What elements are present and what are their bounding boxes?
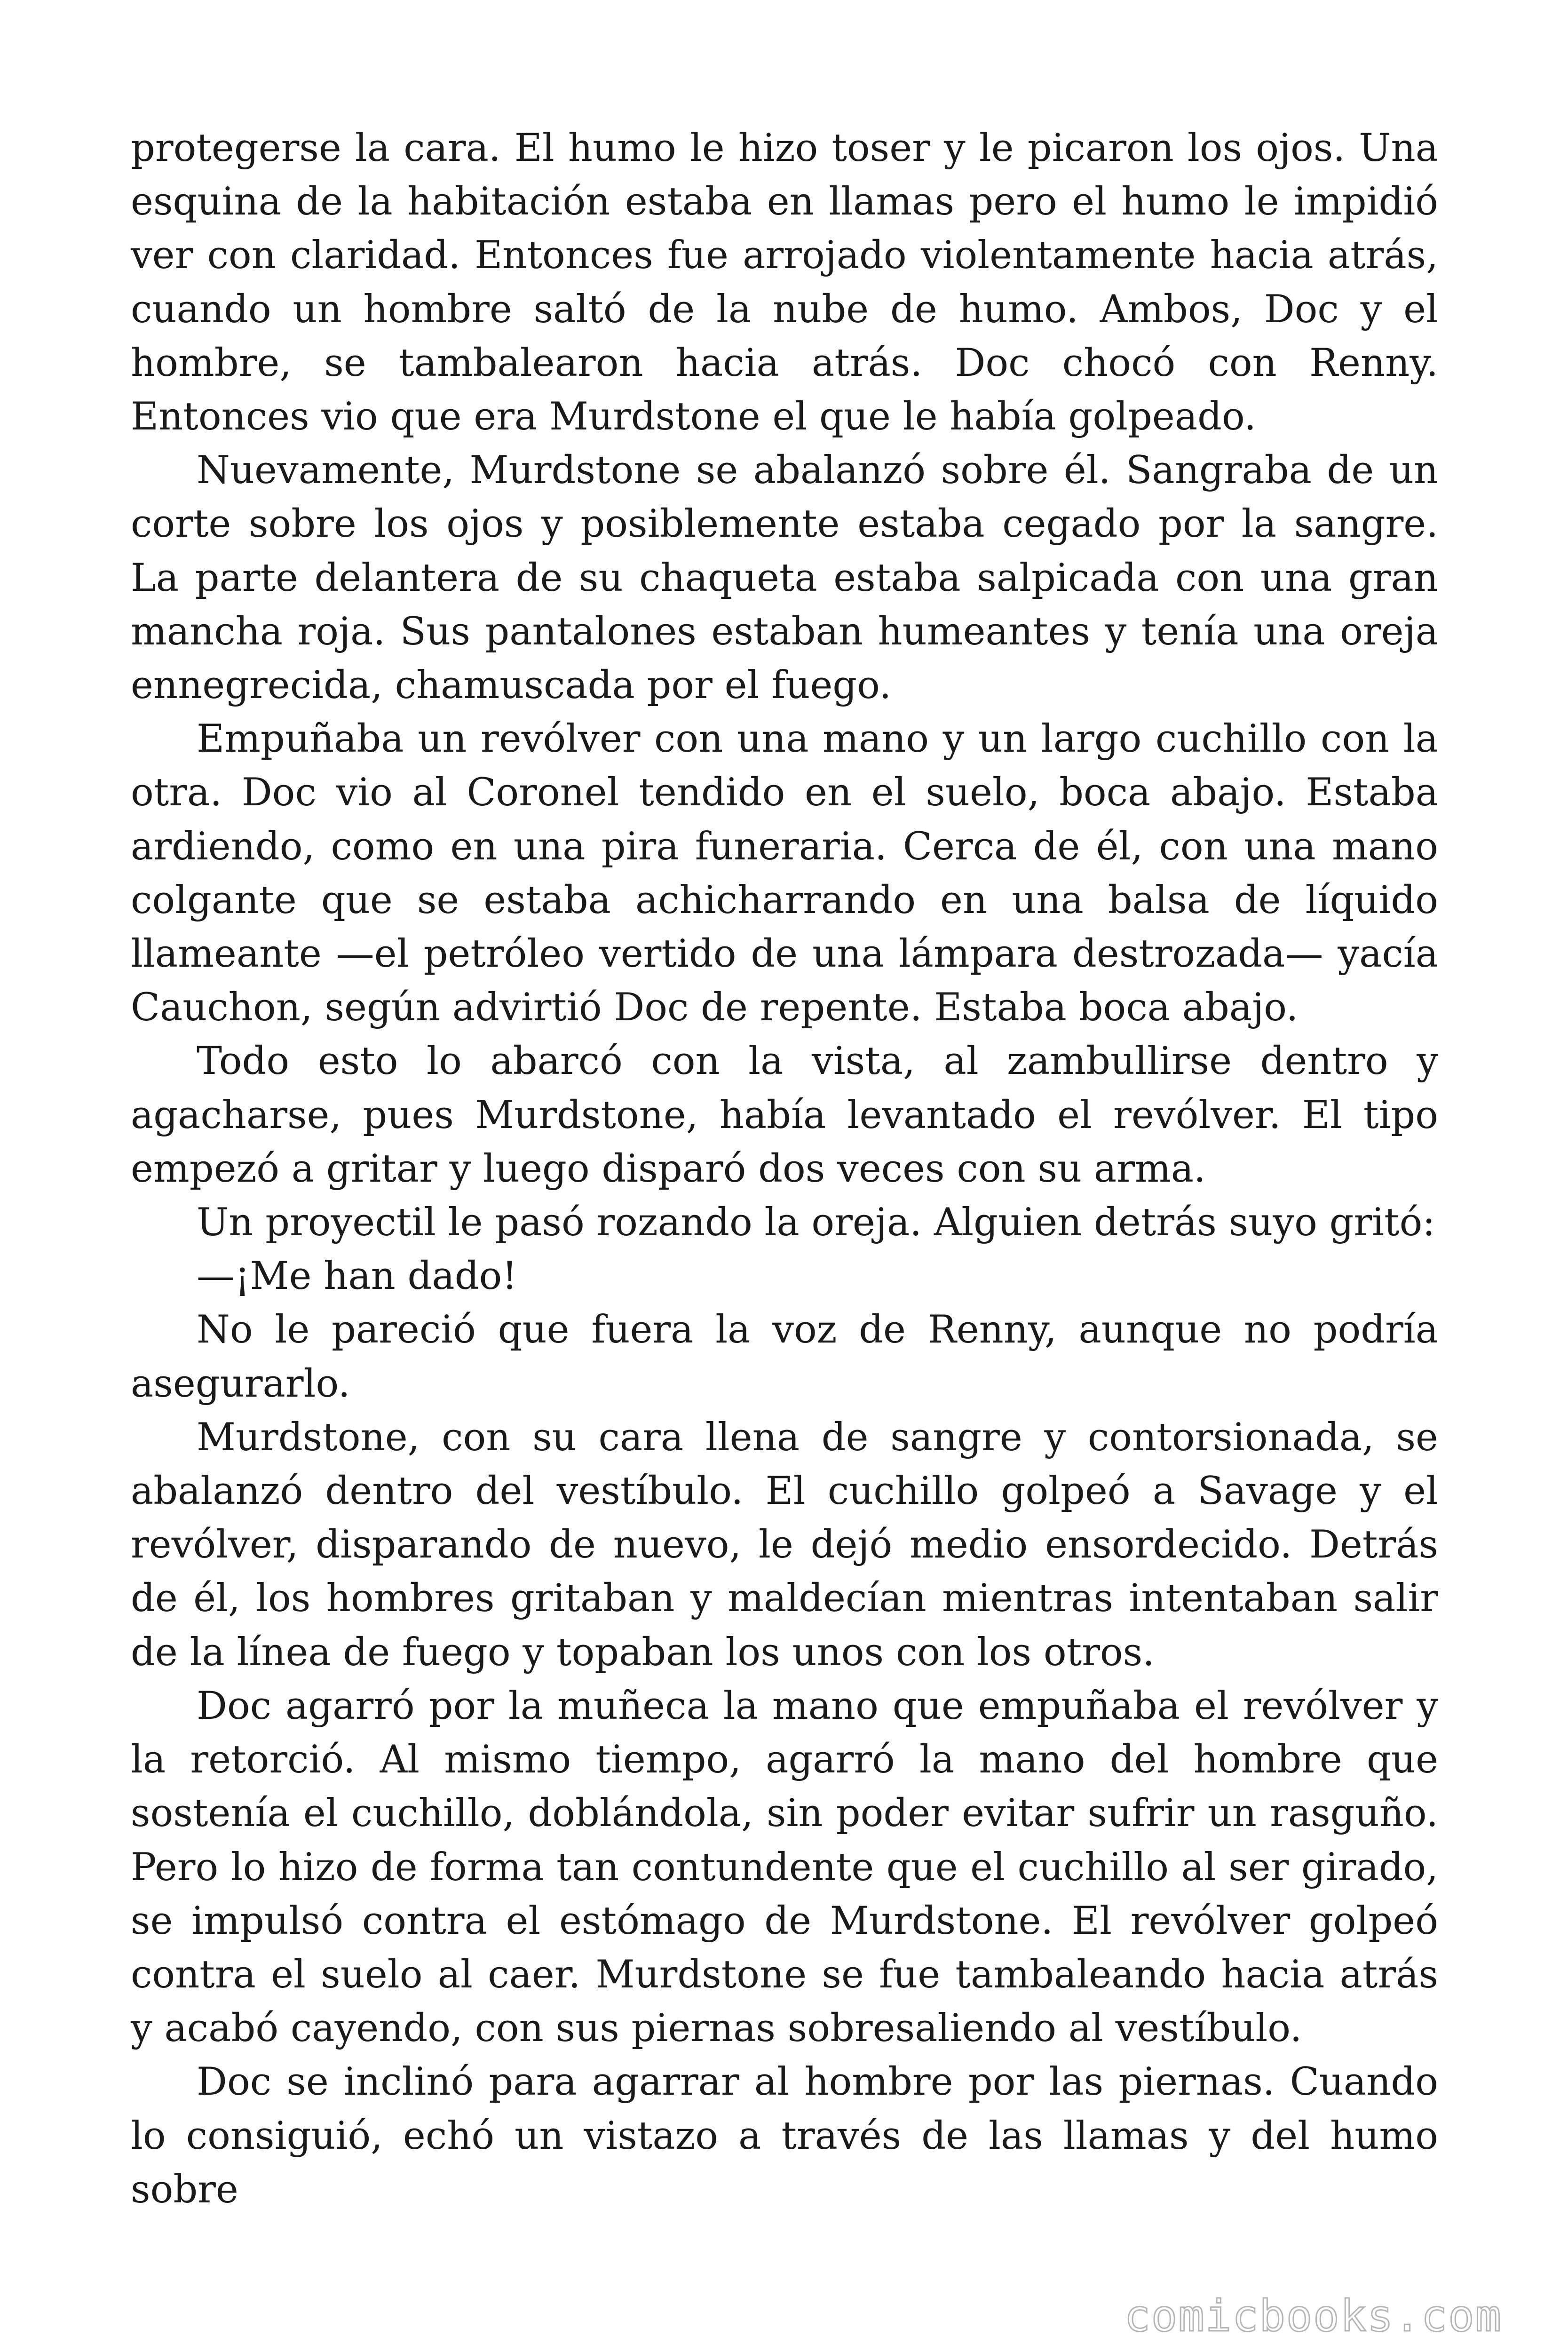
text-line: No le pareció que fuera la voz de Renny, aunque no podría	[197, 1308, 1438, 1352]
text-line: asegurarlo.	[131, 1361, 350, 1406]
text-line: ver con claridad. Entonces fue arrojado violentamente hacia atrás,	[131, 233, 1438, 278]
text-line: hombre, se tambalearon hacia atrás. Doc chocó con Renny.	[131, 341, 1438, 385]
paragraph	[131, 121, 1438, 444]
text-line: cuando un hombre saltó de la nube de humo. Ambos, Doc y el	[131, 287, 1438, 332]
text-line: empezó a gritar y luego disparó dos veces con su arma.	[131, 1146, 1206, 1191]
text-line: consiguió, echó un vistazo a través de las llamas y del humo sobre	[131, 2114, 1439, 2212]
paragraph	[131, 1303, 1438, 1410]
text-line: abalanzó dentro del vestíbulo. El cuchillo golpeó a Savage y el	[131, 1469, 1438, 1514]
paragraph	[131, 2055, 1438, 2217]
text-line: Un proyectil le pasó rozando la oreja. Alguien detrás suyo gritó:	[197, 1200, 1435, 1245]
text-line: sostenía el cuchillo, doblándola, sin poder evitar sufrir un rasguño.	[131, 1791, 1438, 1836]
text-line: ardiendo, como en una pira funeraria. Cerca de él, con una mano	[131, 824, 1438, 869]
text-line: parte delantera de su chaqueta estaba salpicada con una gran	[195, 556, 1438, 600]
text-line: de él, los hombres gritaban y maldecían mientras intentaban salir	[131, 1576, 1438, 1621]
text-line: llameante —el petróleo vertido de una lámpara destrozada— yacía	[131, 932, 1438, 977]
text-line: de la línea de fuego y topaban los unos con los otros.	[131, 1630, 1155, 1675]
text-line: la retorció. Al mismo tiempo, agarró la mano del hombre que	[131, 1738, 1438, 1782]
paragraph	[131, 1679, 1438, 2055]
text-line: Todo esto lo abarcó con la vista, al zambullirse dentro y	[197, 1039, 1438, 1084]
text-line: mancha roja. Sus pantalones estaban humeantes y tenía una oreja	[131, 609, 1438, 654]
text-line: colgante que se estaba achicharrando en una balsa de líquido	[131, 878, 1438, 922]
text-line: contra el suelo al caer. Murdstone se fue tambaleando hacia atrás y	[131, 1952, 1438, 2051]
text-line: Nuevamente, Murdstone se abalanzó sobre él. Sangraba de un	[197, 448, 1438, 493]
text-line: otra. Doc vio al Coronel tendido en el suelo, boca abajo. Estaba	[131, 771, 1438, 815]
text-line: Doc se inclinó para agarrar al hombre por las piernas. Cuando lo	[131, 2060, 1438, 2158]
text-line: esquina de la habitación estaba en llamas pero el humo le impidió	[131, 180, 1438, 224]
text-line: Doc agarró por la muñeca la mano que empuñaba el revólver y	[197, 1684, 1438, 1728]
text-line: revólver, disparando de nuevo, le dejó medio ensordecido. Detrás	[131, 1523, 1438, 1567]
paragraph	[131, 1411, 1438, 1679]
text-line: —¡Me han dado!	[197, 1254, 517, 1299]
document-body	[131, 121, 1438, 2217]
paragraph	[131, 1034, 1438, 1196]
text-line: Murdstone, con su cara llena de sangre y contorsionada, se	[197, 1415, 1438, 1460]
text-line: Pero lo hizo de forma tan contundente que el cuchillo al ser girado,	[131, 1845, 1438, 1890]
paragraph	[131, 712, 1438, 1034]
text-line: Cauchon, según advirtió Doc de repente. Estaba boca abajo.	[131, 985, 1299, 1030]
text-line: protegerse la cara. El humo le hizo toser y le picaron los ojos. Una	[131, 126, 1438, 170]
watermark: comicbooks.com	[1124, 2291, 1502, 2341]
paragraph	[131, 1196, 1438, 1249]
paragraph	[131, 1249, 1438, 1303]
text-line: acabó cayendo, con sus piernas sobresaliendo al vestíbulo.	[164, 2006, 1302, 2051]
text-line: Empuñaba un revólver con una mano y un largo cuchillo con la	[197, 717, 1438, 762]
text-line: ennegrecida, chamuscada por el fuego.	[131, 663, 892, 708]
text-line: se impulsó contra el estómago de Murdstone. El revólver golpeó	[131, 1899, 1438, 1943]
text-line: agacharse, pues Murdstone, había levantado el revólver. El tipo	[131, 1093, 1438, 1137]
text-line: corte sobre los ojos y posiblemente estaba cegado por la sangre. La	[131, 502, 1438, 600]
paragraph	[131, 444, 1438, 712]
text-line: Entonces vio que era Murdstone el que le había golpeado.	[131, 395, 1257, 439]
